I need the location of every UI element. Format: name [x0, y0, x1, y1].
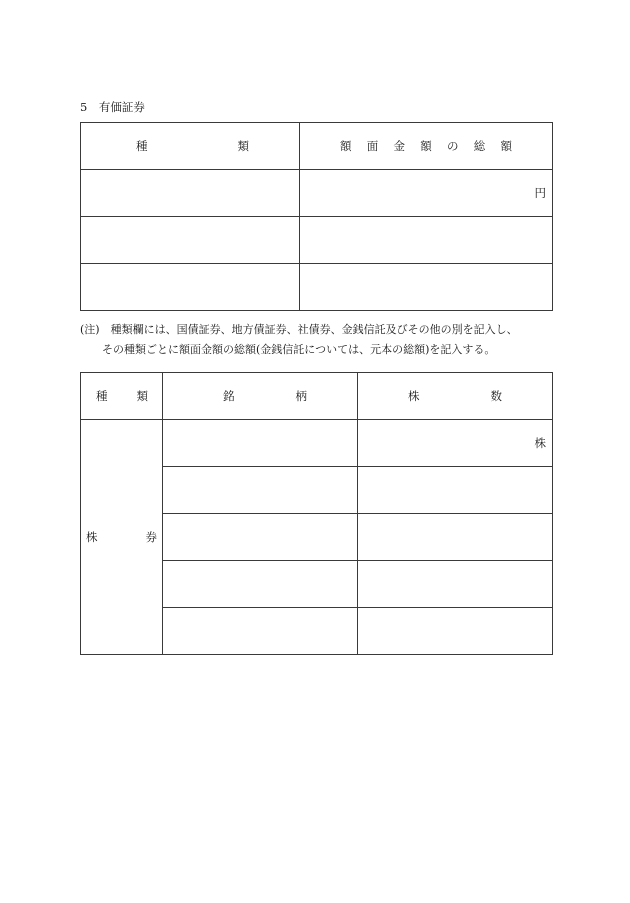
amount-input-cell[interactable] [300, 264, 553, 311]
table-row [81, 217, 553, 264]
brand-input-cell[interactable] [163, 467, 358, 514]
amount-input-cell[interactable] [300, 217, 553, 264]
kind-input-cell[interactable] [81, 217, 300, 264]
note-line-1: (注) 種類欄には、国債証券、地方債証券、社債券、金銭信託及びその他の別を記入し、 [80, 323, 518, 336]
brand-input-cell[interactable] [163, 514, 358, 561]
shares-input-cell[interactable] [358, 561, 553, 608]
kind-input-cell[interactable] [81, 170, 300, 217]
header-shares: 株 数 [358, 373, 553, 420]
brand-input-cell[interactable] [163, 561, 358, 608]
brand-input-cell[interactable] [163, 420, 358, 467]
yen-unit-label: 円 [534, 186, 546, 200]
table-row [81, 264, 553, 311]
note [80, 320, 560, 360]
shares-unit-label: 株 [534, 436, 546, 450]
kind-stock-certificate-cell: 株 券 [81, 420, 163, 655]
brand-input-cell[interactable] [163, 608, 358, 655]
header-face-value-total: 額 面 金 額 の 総 額 [300, 123, 553, 170]
table-row [81, 170, 553, 217]
header-kind: 種 類 [81, 123, 300, 170]
table-row [81, 420, 553, 467]
header-brand: 銘 柄 [163, 373, 358, 420]
shares-input-cell[interactable] [358, 467, 553, 514]
table-header-row [81, 123, 553, 170]
section-title: 5 有価証券 [80, 100, 145, 114]
shares-input-cell[interactable] [358, 420, 553, 467]
shares-input-cell[interactable] [358, 608, 553, 655]
table-header-row [81, 373, 553, 420]
amount-input-cell[interactable] [300, 170, 553, 217]
securities-total-table [80, 122, 553, 311]
stock-certificates-table [80, 372, 553, 655]
note-line-2: その種類ごとに額面金額の総額(金銭信託については、元本の総額)を記入する。 [102, 343, 496, 356]
kind-input-cell[interactable] [81, 264, 300, 311]
header-kind: 種 類 [81, 373, 163, 420]
shares-input-cell[interactable] [358, 514, 553, 561]
